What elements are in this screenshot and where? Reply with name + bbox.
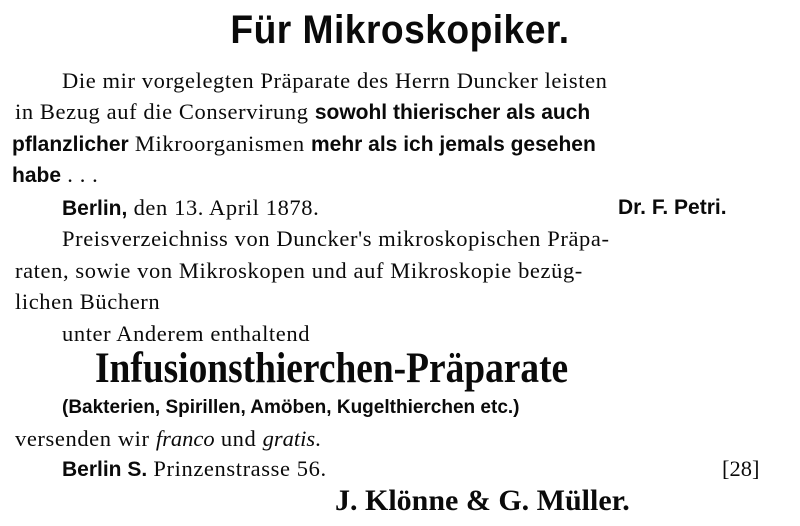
testimonial-line-3-plain: Mikroorganismen xyxy=(128,131,311,156)
ad-title: Für Mikroskopiker. xyxy=(230,8,570,52)
shipping-text-c: . xyxy=(315,426,321,451)
catalog-heading: Infusionsthierchen-Präparate xyxy=(95,345,569,392)
address-city: Berlin S. xyxy=(62,458,148,481)
address-street: Prinzenstrasse 56. xyxy=(147,456,327,481)
shipping-text-a: versenden wir xyxy=(15,426,156,451)
testimonial-line-1: Die mir vorgelegten Präparate des Herrn Duncker leisten xyxy=(62,68,608,93)
shipping-franco: franco xyxy=(155,426,215,451)
testimonial-line-3-bold-b: mehr als ich jemals gesehen xyxy=(310,133,596,156)
catalog-line-3: lichen Büchern xyxy=(15,289,161,314)
shipping-gratis: gratis xyxy=(262,426,316,451)
testimonial-line-2-bold: sowohl thierischer als auch xyxy=(314,101,591,124)
testimonial-line-4-bold: habe xyxy=(12,164,62,187)
dateline-place: Berlin, xyxy=(62,197,128,220)
testimonial-line-3-bold-a: pflanzlicher xyxy=(12,133,129,156)
catalog-shipping-line xyxy=(15,428,321,451)
testimonial-dateline xyxy=(62,197,319,220)
testimonial-line-3 xyxy=(12,133,596,156)
testimonial-line-2-plain: in Bezug auf die Conservirung xyxy=(15,99,315,124)
testimonial-line-4 xyxy=(12,164,98,187)
catalog-subheading: (Bakterien, Spirillen, Amöben, Kugelthierchen etc.) xyxy=(62,397,520,418)
dateline-date: den 13. April 1878. xyxy=(127,195,320,220)
testimonial-author: Dr. F. Petri. xyxy=(618,196,727,219)
shipping-text-b: und xyxy=(214,426,263,451)
catalog-line-2: raten, sowie von Mikroskopen und auf Mikroskopie bezüg- xyxy=(15,258,583,283)
testimonial-line-4-plain: . . . xyxy=(61,162,99,187)
catalog-line-4: unter Anderem enthaltend xyxy=(62,321,311,346)
testimonial-line-2 xyxy=(15,101,590,124)
signature: J. Klönne & G. Müller. xyxy=(335,484,630,517)
reference-number: [28] xyxy=(722,456,760,481)
address-line xyxy=(62,458,327,481)
catalog-line-1: Preisverzeichniss von Duncker's mikroskopischen Präpa- xyxy=(62,226,610,251)
